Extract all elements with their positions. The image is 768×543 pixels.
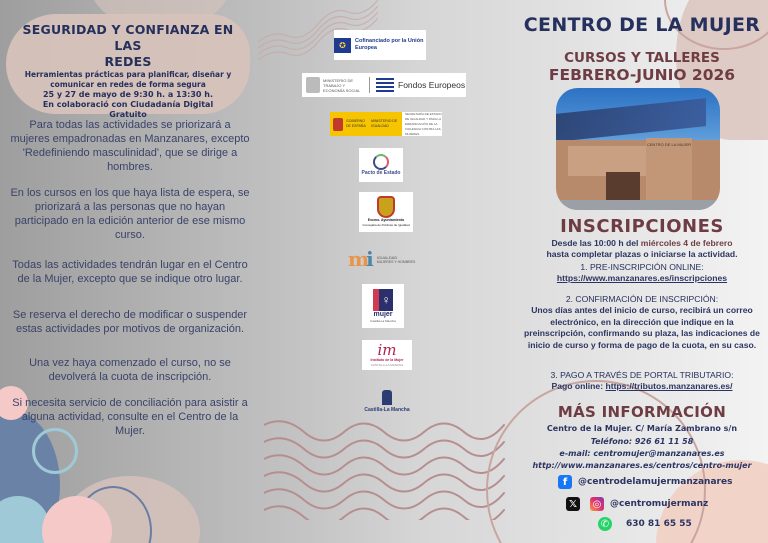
logo-gobierno-igualdad [330,112,442,136]
step2-title: 2. CONFIRMACIÓN DE INSCRIPCIÓN: [565,294,719,304]
info-address: Centro de la Mujer. C/ María Zambrano s/n [546,424,738,433]
eu-flag-icon: ✪ [334,38,351,53]
clm-text: Castilla-La Mancha [364,407,410,413]
instagram-handle: @centromujermanz [610,499,709,509]
ministerio-text: MINISTERIO DE TRABAJO Y ECONOMÍA SOCIAL [323,77,361,93]
ayuntamiento-sub: Concejalía de Políticas de Igualdad [362,223,410,227]
course-dates: 25 y 27 de mayo de 9:30 h. a 13:30 h. [42,90,214,99]
course-collab: En colaboració con Ciudadanía Digital [42,100,214,109]
note-location: Todas las actividades tendrán lugar en el Centro de la Mujer, excepto que se indique otro lugar. [12,259,248,285]
course-title-line1: SEGURIDAD Y CONFIANZA EN LAS [22,22,234,53]
date-highlight: miércoles 4 de febrero [640,238,733,248]
step3-link[interactable]: https://tributos.manzanares.es/ [605,381,733,391]
date-prefix: Desde las 10:00 h del [551,238,641,248]
photo-sign: CENTRO DE LA MUJER [646,138,692,208]
note-priority: Para todas las actividades se priorizará a mujeres empadronadas en Manzanares, excepto 'Redefiniendo masculinidad', que se dirige a hombres. [10,119,250,173]
logo-centro-mujer-clm [362,284,404,328]
whatsapp-icon: ✆ [598,517,612,531]
course-subtitle-line2: comunicar en redes de forma segura [50,80,206,89]
mujer-symbol-icon: ♀ [373,289,393,311]
facebook-row[interactable] [558,475,732,489]
step2-text: Unos días antes del inicio de curso, recibirá un correo electrónico, en la dirección que indique en la preinscripción, confirmando su plaza, las indicaciones de inicio de curso y forma de pago de la cuota, en su caso. [524,305,760,350]
facebook-icon: f [558,475,572,489]
mujer-sub: Castilla-La Mancha [370,318,396,323]
inscripciones-dates [516,238,768,250]
step3-label: Pago online: [551,381,606,391]
gobierno-text: GOBIERNO DE ESPAÑA [346,119,366,128]
whatsapp-number: 630 81 65 55 [626,519,692,529]
pacto-ring-icon [373,154,389,170]
mujer-text: mujer [373,310,393,318]
inscripciones-heading: INSCRIPCIONES [560,216,724,237]
logo-ayuntamiento [359,192,413,232]
facebook-handle: @centrodelamujermanzanares [578,477,733,487]
building-photo [556,88,720,210]
logo-instituto-mujer [362,340,412,370]
note-waitlist: En los cursos en los que haya lista de espera, se priorizará a las personas que no hayan participado en la edición anterior de ese mismo curso. [10,187,250,241]
igualdad-sub: MUJERES Y HOMBRES [376,259,416,264]
logo-castilla-la-mancha [362,390,412,418]
castle-icon [382,390,392,405]
middle-panel [258,0,516,543]
right-panel [516,0,768,543]
fondos-stripes-icon [376,78,394,92]
step1-link[interactable]: https://www.manzanares.es/inscripciones [556,273,728,283]
logo-fondos-europeos [302,73,466,97]
logo-eu-cofinanciado [334,30,426,60]
info-web[interactable]: http://www.manzanares.es/centros/centro-mujer [532,461,752,470]
info-heading: MÁS INFORMACIÓN [557,403,727,421]
deco-waves-bottom [264,420,509,520]
whatsapp-row[interactable] [598,517,692,531]
pacto-text: Pacto de Estado [361,170,401,176]
instagram-icon: ◎ [590,497,604,511]
instagram-row[interactable] [566,497,708,511]
fondos-text: Fondos Europeos [398,80,466,90]
course-header [8,22,248,120]
eu-text: Cofinanciado por la Unión Europea [354,38,424,51]
im-monogram-icon: im [377,341,397,359]
course-title-line2: REDES [104,54,152,69]
ayuntamiento-text: Excmo. Ayuntamiento [367,218,405,222]
course-subtitle-line1: Herramientas prácticas para planificar, diseñar y [24,70,232,79]
figures-icon: mi [348,247,371,271]
instituto-sub: CASTILLA-LA MANCHA [370,363,404,367]
spain-shield-icon [333,118,343,131]
x-twitter-icon[interactable]: 𝕏 [566,497,580,511]
logo-plan-igualdad [348,244,424,274]
ayuntamiento-crest-icon [377,196,395,218]
instituto-text: Instituto de la Mujer [370,358,404,362]
center-title: CENTRO DE LA MUJER [523,14,761,36]
left-panel [0,0,258,543]
note-refund: Una vez haya comenzado el curso, no se devolverá la cuota de inscripción. [29,357,231,383]
step1-title: 1. PRE-INSCRIPCIÓN ONLINE: [580,262,704,272]
step3-line [516,381,768,393]
igualdad-text: IGUALDAD [376,254,398,260]
logo-pacto-estado [359,148,403,182]
info-phone: Teléfono: 926 61 11 58 [590,437,694,446]
courses-subtitle: CURSOS Y TALLERES [564,50,720,66]
ministerio-igualdad-text: MINISTERIO DE IGUALDAD [371,119,398,128]
inscripciones-until: hasta completar plazas o iniciarse la actividad. [546,249,738,259]
info-email[interactable]: e-mail: centromujer@manzanares.es [559,449,725,458]
note-childcare: Si necesita servicio de conciliación para asistir a alguna actividad, consulte en el Centro de la Mujer. [12,397,248,437]
note-modify: Se reserva el derecho de modificar o suspender estas actividades por motivos de organización. [12,309,248,335]
coat-of-arms-icon [306,77,320,93]
course-price: Gratuito [109,110,147,119]
secretaria-text: SECRETARÍA DE ESTADO DE IGUALDAD Y PARA LA ERRADICACIÓN DE LA VIOLENCIA CONTRA LAS MUJERES [405,111,442,136]
period-subtitle: FEBRERO-JUNIO 2026 [548,66,736,84]
step3-title: 3. PAGO A TRAVÉS DE PORTAL TRIBUTARIO: [550,370,734,380]
